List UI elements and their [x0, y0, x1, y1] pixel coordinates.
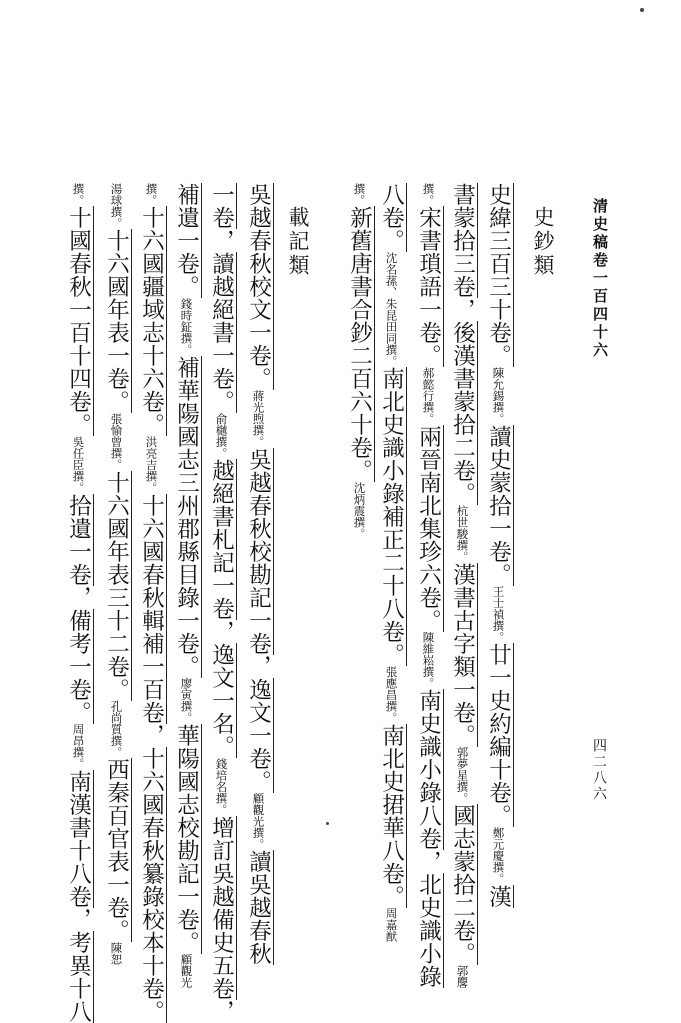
- author-note: 撰。: [352, 183, 367, 206]
- author-note: 張愉曾撰。: [109, 413, 124, 471]
- book-title: 漢書古字類一卷。: [449, 562, 476, 747]
- book-title: 十國春秋一百十四卷。: [65, 206, 92, 436]
- text-column: [380, 183, 403, 942]
- book-title: 補遺一卷。: [173, 183, 200, 298]
- author-note: 錢時鉦撰。: [179, 298, 194, 356]
- author-note: 洪亮吉撰。: [144, 436, 159, 494]
- page-number: 四二八六: [591, 738, 607, 802]
- scan-mark: [326, 822, 329, 825]
- text-column: [247, 183, 270, 965]
- author-note: 周嘉猷: [384, 907, 399, 942]
- author-note: 沈名蓀、朱昆田同撰。: [384, 252, 399, 367]
- text-column: [210, 183, 233, 1023]
- punctuation: ，: [208, 229, 235, 252]
- section-heading-zaiji: 載記類: [286, 206, 310, 278]
- text-column: [348, 183, 371, 540]
- author-note: 陳恕: [109, 942, 124, 965]
- book-title: 吳越春秋校文一卷。: [245, 183, 272, 390]
- author-note: 沈炳震撰。: [352, 482, 367, 540]
- punctuation: ，: [208, 620, 235, 643]
- book-title: 華陽國志校勘記一卷。: [173, 723, 200, 954]
- author-note: 陳允錫撰。: [491, 367, 506, 425]
- author-note: 錢培名撰。: [214, 758, 229, 816]
- punctuation: ，: [449, 298, 476, 321]
- text-column: [105, 183, 128, 965]
- author-note: 周昂撰。: [71, 723, 86, 770]
- book-title: 十六國年表三十二卷。: [103, 470, 130, 701]
- author-note: 顧觀光撰。: [251, 792, 266, 850]
- author-note: 撰。: [421, 183, 436, 206]
- punctuation: ，: [245, 654, 272, 678]
- book-title: 吳越春秋校勘記一卷: [245, 447, 272, 655]
- author-note: 撰。: [144, 183, 159, 206]
- scan-mark: [640, 8, 644, 12]
- book-title: 宋書瑣語一卷。: [415, 206, 442, 367]
- author-note: 吳任臣撰。: [71, 436, 86, 494]
- punctuation: ，: [208, 999, 235, 1023]
- text-column: [487, 183, 510, 908]
- text-column: [417, 183, 440, 988]
- book-title: 漢: [485, 884, 512, 908]
- book-title: 國志蒙拾二卷。: [449, 804, 476, 965]
- author-note: 鄭元慶撰。: [491, 827, 506, 885]
- author-note: 郭麐: [455, 965, 470, 988]
- book-title: 廿一史約編十卷。: [485, 643, 512, 827]
- book-title: 考異十八: [65, 930, 92, 1023]
- author-note: 撰。: [71, 183, 86, 206]
- book-title: 書蒙拾三卷: [449, 183, 476, 298]
- book-title: 南北史識小錄補正二十八卷。: [378, 367, 405, 666]
- author-note: 郝懿行撰。: [421, 367, 436, 425]
- running-title: 清史稿卷一百四十六: [591, 198, 609, 360]
- book-title: 讀吳越春秋: [245, 850, 272, 965]
- book-title: 一卷: [208, 183, 235, 229]
- author-note: 蔣光煦撰。: [251, 390, 266, 448]
- book-title: 補華陽國志三州郡縣目錄一卷。: [173, 355, 200, 678]
- book-title: 後漢書蒙拾二卷。: [449, 321, 476, 505]
- text-column: [140, 183, 163, 1023]
- book-title: 讀越絕書一卷。: [208, 252, 235, 413]
- book-title: 逸文一名。: [208, 643, 235, 758]
- book-title: 十六國年表一卷。: [103, 229, 130, 413]
- author-note: 俞樾撰。: [214, 413, 229, 459]
- punctuation: ，: [415, 850, 442, 873]
- punctuation: ，: [65, 585, 92, 609]
- author-note: 孔尚質撰。: [109, 700, 124, 758]
- author-note: 郭夢星撰。: [455, 746, 470, 804]
- author-note: 顧觀光: [179, 953, 194, 988]
- author-note: 陳維崧撰。: [421, 631, 436, 689]
- section-heading-shichao: 史鈔類: [531, 206, 555, 278]
- book-title: 南北史捃華八卷。: [378, 723, 405, 908]
- author-note: 廖寅撰。: [179, 677, 194, 724]
- book-title: 南漢書十八卷: [65, 769, 92, 908]
- author-note: 張應昌撰。: [384, 666, 399, 724]
- book-title: 十六國春秋輯補一百卷: [138, 493, 165, 724]
- book-title: 北史識小錄: [415, 873, 442, 988]
- text-column: [175, 183, 198, 988]
- book-title: 十六國春秋纂錄校本十卷。: [138, 746, 165, 1023]
- book-title: 增訂吳越備史五卷: [208, 815, 235, 1000]
- author-note: 湯球撰。: [109, 183, 124, 229]
- book-title: 備考一卷。: [65, 608, 92, 724]
- book-title: 逸文一卷。: [245, 677, 272, 793]
- book-title: 西秦百官表一卷。: [103, 758, 130, 942]
- book-title: 讀史蒙拾一卷。: [485, 424, 512, 586]
- author-note: 杭世駿撰。: [455, 505, 470, 563]
- punctuation: ，: [65, 907, 92, 931]
- text-column: [451, 183, 474, 988]
- book-title: 新舊唐書合鈔二百六十卷。: [346, 206, 373, 482]
- book-title: 越絕書札記一卷: [208, 459, 235, 620]
- author-note: 王士禎撰。: [491, 585, 506, 643]
- book-title: 拾遺一卷: [65, 493, 92, 586]
- book-title: 八卷。: [378, 183, 405, 252]
- punctuation: ，: [138, 723, 165, 747]
- book-title: 十六國疆域志十六卷。: [138, 206, 165, 436]
- book-title: 南史識小錄八卷: [415, 689, 442, 850]
- book-title: 史緯三百三十卷。: [485, 183, 512, 367]
- text-column: [67, 183, 90, 1023]
- book-title: 兩晉南北集珍六卷。: [415, 424, 442, 632]
